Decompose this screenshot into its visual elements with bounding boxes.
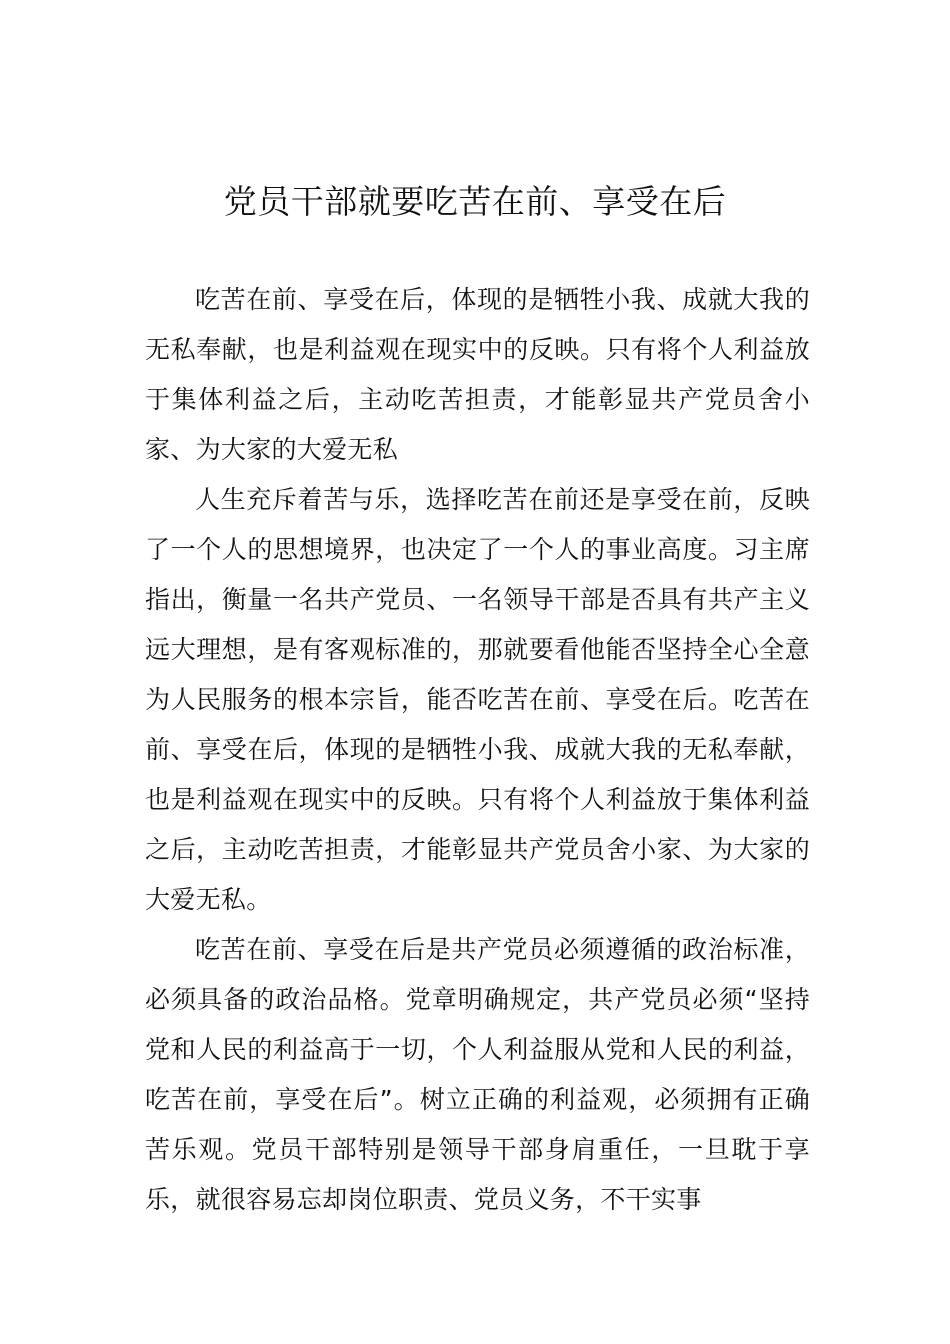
document-body: [145, 275, 810, 1225]
document-title: 党员干部就要吃苦在前、享受在后: [223, 182, 727, 221]
paragraph-2: 人生充斥着苦与乐，选择吃苦在前还是享受在前，反映了一个人的思想境界，也决定了一个人的事业高度。习主席指出，衡量一名共产党员、一名领导干部是否具有共产主义远大理想，是有客观标准的，那就要看他能否坚持全心全意为人民服务的根本宗旨，能否吃苦在前、享受在后。吃苦在前、享受在后，体现的是牺牲小我、成就大我的无私奉献，也是利益观在现实中的反映。只有将个人利益放于集体利益之后，主动吃苦担责，才能彰显共产党员舍小家、为大家的大爱无私。: [145, 485, 810, 914]
paragraph-3: 吃苦在前、享受在后是共产党员必须遵循的政治标准，必须具备的政治品格。党章明确规定，共产党员必须“坚持党和人民的利益高于一切，个人利益服从党和人民的利益，吃苦在前，享受在后”。树立正确的利益观，必须拥有正确苦乐观。党员干部特别是领导干部身肩重任，一旦耽于享乐，就很容易忘却岗位职责、党员义务，不干实事: [145, 935, 810, 1214]
paragraph-1: 吃苦在前、享受在后，体现的是牺牲小我、成就大我的无私奉献，也是利益观在现实中的反映。只有将个人利益放于集体利益之后，主动吃苦担责，才能彰显共产党员舍小家、为大家的大爱无私: [145, 285, 810, 464]
